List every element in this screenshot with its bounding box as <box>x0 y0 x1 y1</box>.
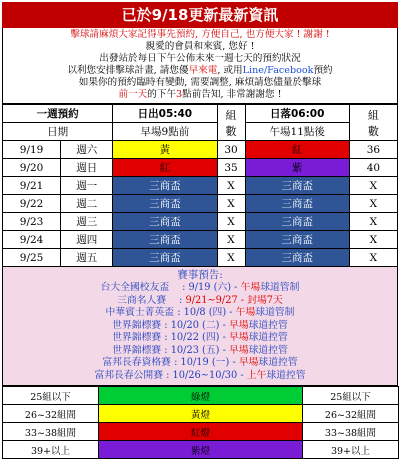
notice-highlight: 前一天 <box>118 89 148 100</box>
booking-sheet <box>2 2 398 459</box>
event-item <box>3 345 397 358</box>
row-evening-status: 三商盃 <box>245 213 349 231</box>
row-weekday: 週六 <box>61 141 113 159</box>
legend-light: 綠燈 <box>99 387 303 405</box>
page-title: 已於9/18更新最新資訊 <box>2 2 398 28</box>
event-item <box>3 295 397 308</box>
header-morning-sub: 早場9點前 <box>113 123 217 141</box>
notice-highlight: 早來電 <box>188 65 218 76</box>
row-morning-count: X <box>217 249 245 267</box>
row-weekday: 週四 <box>61 231 113 249</box>
event-item <box>3 320 397 333</box>
header-count-evening <box>349 105 397 141</box>
event-item <box>3 282 397 295</box>
row-evening-count: X <box>349 249 397 267</box>
row-evening-count: X <box>349 177 397 195</box>
notice-line-1: 擊球請麻煩大家記得事先預約, 方便自己, 也方便大家 ! 謝謝 ! <box>70 29 330 40</box>
legend-row <box>3 441 399 459</box>
header-count-label: 組 <box>225 108 237 122</box>
legend-range-right: 33~38組間 <box>303 423 399 441</box>
event-text: 富邦長春公開賽 : 10/26~10/30 - <box>94 369 247 381</box>
schedule-table <box>2 104 398 267</box>
legend-row <box>3 423 399 441</box>
schedule-row <box>3 159 398 177</box>
notice-text: 的下午 <box>147 89 177 100</box>
header-evening-time: 日落06:00 <box>245 105 349 123</box>
row-morning-status: 三商盃 <box>113 195 217 213</box>
row-morning-status: 三商盃 <box>113 213 217 231</box>
event-session: 9/21~9/27 - 封場7天 <box>185 294 283 306</box>
row-date: 9/19 <box>3 141 61 159</box>
header-reserve: 一週預約 <box>3 105 113 123</box>
notice-line-3: 出發站於每日下午公佈未來一週七天的預約狀況 <box>99 53 301 64</box>
event-text: 球道管制 <box>260 282 300 293</box>
row-evening-status: 紅 <box>245 141 349 159</box>
row-evening-count: 40 <box>349 159 397 177</box>
row-morning-status: 三商盃 <box>113 177 217 195</box>
event-session: 早場 <box>229 332 249 343</box>
header-morning-time: 日出05:40 <box>113 105 217 123</box>
event-text: 球道控管 <box>248 332 288 343</box>
notice-highlight: 3 <box>176 89 183 100</box>
row-weekday: 週一 <box>61 177 113 195</box>
header-count-label: 數 <box>367 124 379 138</box>
events-title: 賽事預告: <box>177 269 223 281</box>
event-text: 三商名人賽 : <box>117 294 186 306</box>
event-session: 午場 <box>240 282 261 293</box>
legend-range-left: 33~38組間 <box>3 423 99 441</box>
event-item <box>3 307 397 320</box>
row-date: 9/20 <box>3 159 61 177</box>
row-evening-status: 三商盃 <box>245 231 349 249</box>
row-evening-status: 三商盃 <box>245 177 349 195</box>
row-morning-count: 35 <box>217 159 245 177</box>
event-item <box>3 357 397 370</box>
row-evening-count: X <box>349 213 397 231</box>
row-morning-status: 三商盃 <box>113 249 217 267</box>
event-text: 中華賓士菁英盃 : 10/8 (四) - <box>105 307 236 318</box>
notice-block <box>2 28 398 104</box>
notice-text: 點前告知, 非常謝謝您 ! <box>182 89 282 100</box>
row-evening-count: 36 <box>349 141 397 159</box>
event-text: 球道控管 <box>248 344 288 356</box>
row-date: 9/24 <box>3 231 61 249</box>
legend-range-right: 39+以上 <box>303 441 399 459</box>
row-evening-count: X <box>349 195 397 213</box>
row-evening-count: X <box>349 231 397 249</box>
notice-line-6 <box>3 89 397 101</box>
legend-light: 紅燈 <box>99 423 303 441</box>
event-text: 球道控管 <box>258 357 298 368</box>
event-text: 世界錦標賽 : 10/23 (五) - <box>112 344 230 356</box>
row-weekday: 週二 <box>61 195 113 213</box>
notice-line-4 <box>3 65 397 77</box>
row-morning-count: X <box>217 177 245 195</box>
header-count-label: 數 <box>225 124 237 138</box>
row-morning-count: X <box>217 231 245 249</box>
header-evening-sub: 午場11點後 <box>245 123 349 141</box>
legend-range-right: 26~32組間 <box>303 405 399 423</box>
notice-text: , 或用 <box>217 65 243 76</box>
event-notices <box>2 267 398 386</box>
row-evening-status: 三商盃 <box>245 249 349 267</box>
notice-line-5: 如果你的預約臨時有變動, 需要調整, 麻煩請您儘量於擊球 <box>78 77 322 88</box>
event-session: 午場 <box>235 307 256 318</box>
event-text: 球道控管 <box>248 319 288 331</box>
schedule-row <box>3 249 398 267</box>
event-session: 早場 <box>229 319 249 331</box>
event-text: 富邦長春資格賽 : 10/19 (一) - <box>102 357 239 368</box>
row-evening-status: 三商盃 <box>245 195 349 213</box>
legend-light: 紫燈 <box>99 441 303 459</box>
legend-row <box>3 405 399 423</box>
schedule-header-row-1 <box>3 105 398 123</box>
event-session: 上午 <box>246 369 267 381</box>
row-weekday: 週日 <box>61 159 113 177</box>
header-count-morning <box>217 105 245 141</box>
schedule-row <box>3 231 398 249</box>
event-item <box>3 370 397 383</box>
row-morning-count: X <box>217 195 245 213</box>
legend-light: 黃燈 <box>99 405 303 423</box>
row-date: 9/22 <box>3 195 61 213</box>
row-date: 9/23 <box>3 213 61 231</box>
header-count-label: 組 <box>367 108 379 122</box>
row-morning-count: X <box>217 213 245 231</box>
schedule-row <box>3 213 398 231</box>
row-morning-status: 三商盃 <box>113 231 217 249</box>
event-text: 世界錦標賽 : 10/22 (四) - <box>112 332 230 343</box>
legend-range-left: 39+以上 <box>3 441 99 459</box>
notice-link: Line/Facebook <box>242 65 314 76</box>
row-weekday: 週三 <box>61 213 113 231</box>
row-evening-status: 紫 <box>245 159 349 177</box>
notice-line-2: 親愛的會員和來賓, 您好 ! <box>145 41 255 52</box>
notice-text: 以利您安排擊球計畫, 請您優 <box>67 65 189 76</box>
legend-range-right: 25組以下 <box>303 387 399 405</box>
event-text: 球道管制 <box>255 307 295 318</box>
row-weekday: 週五 <box>61 249 113 267</box>
event-item <box>3 332 397 345</box>
event-text: 球道控管 <box>266 369 306 381</box>
schedule-header-row-2 <box>3 123 398 141</box>
legend-range-left: 25組以下 <box>3 387 99 405</box>
legend-range-left: 26~32組間 <box>3 405 99 423</box>
event-session: 早場 <box>238 357 259 368</box>
schedule-row <box>3 177 398 195</box>
schedule-row <box>3 141 398 159</box>
event-session: 早場 <box>229 344 249 356</box>
notice-text: 預約 <box>313 65 333 76</box>
event-text: 台大全國校友盃 : 9/19 (六) - <box>100 282 241 293</box>
row-date: 9/25 <box>3 249 61 267</box>
schedule-row <box>3 195 398 213</box>
color-legend-table <box>2 386 399 459</box>
row-morning-status: 黃 <box>113 141 217 159</box>
header-date: 日期 <box>3 123 113 141</box>
legend-row <box>3 387 399 405</box>
row-morning-status: 紅 <box>113 159 217 177</box>
event-text: 世界錦標賽 : 10/20 (二) - <box>112 319 230 331</box>
row-morning-count: 30 <box>217 141 245 159</box>
row-date: 9/21 <box>3 177 61 195</box>
